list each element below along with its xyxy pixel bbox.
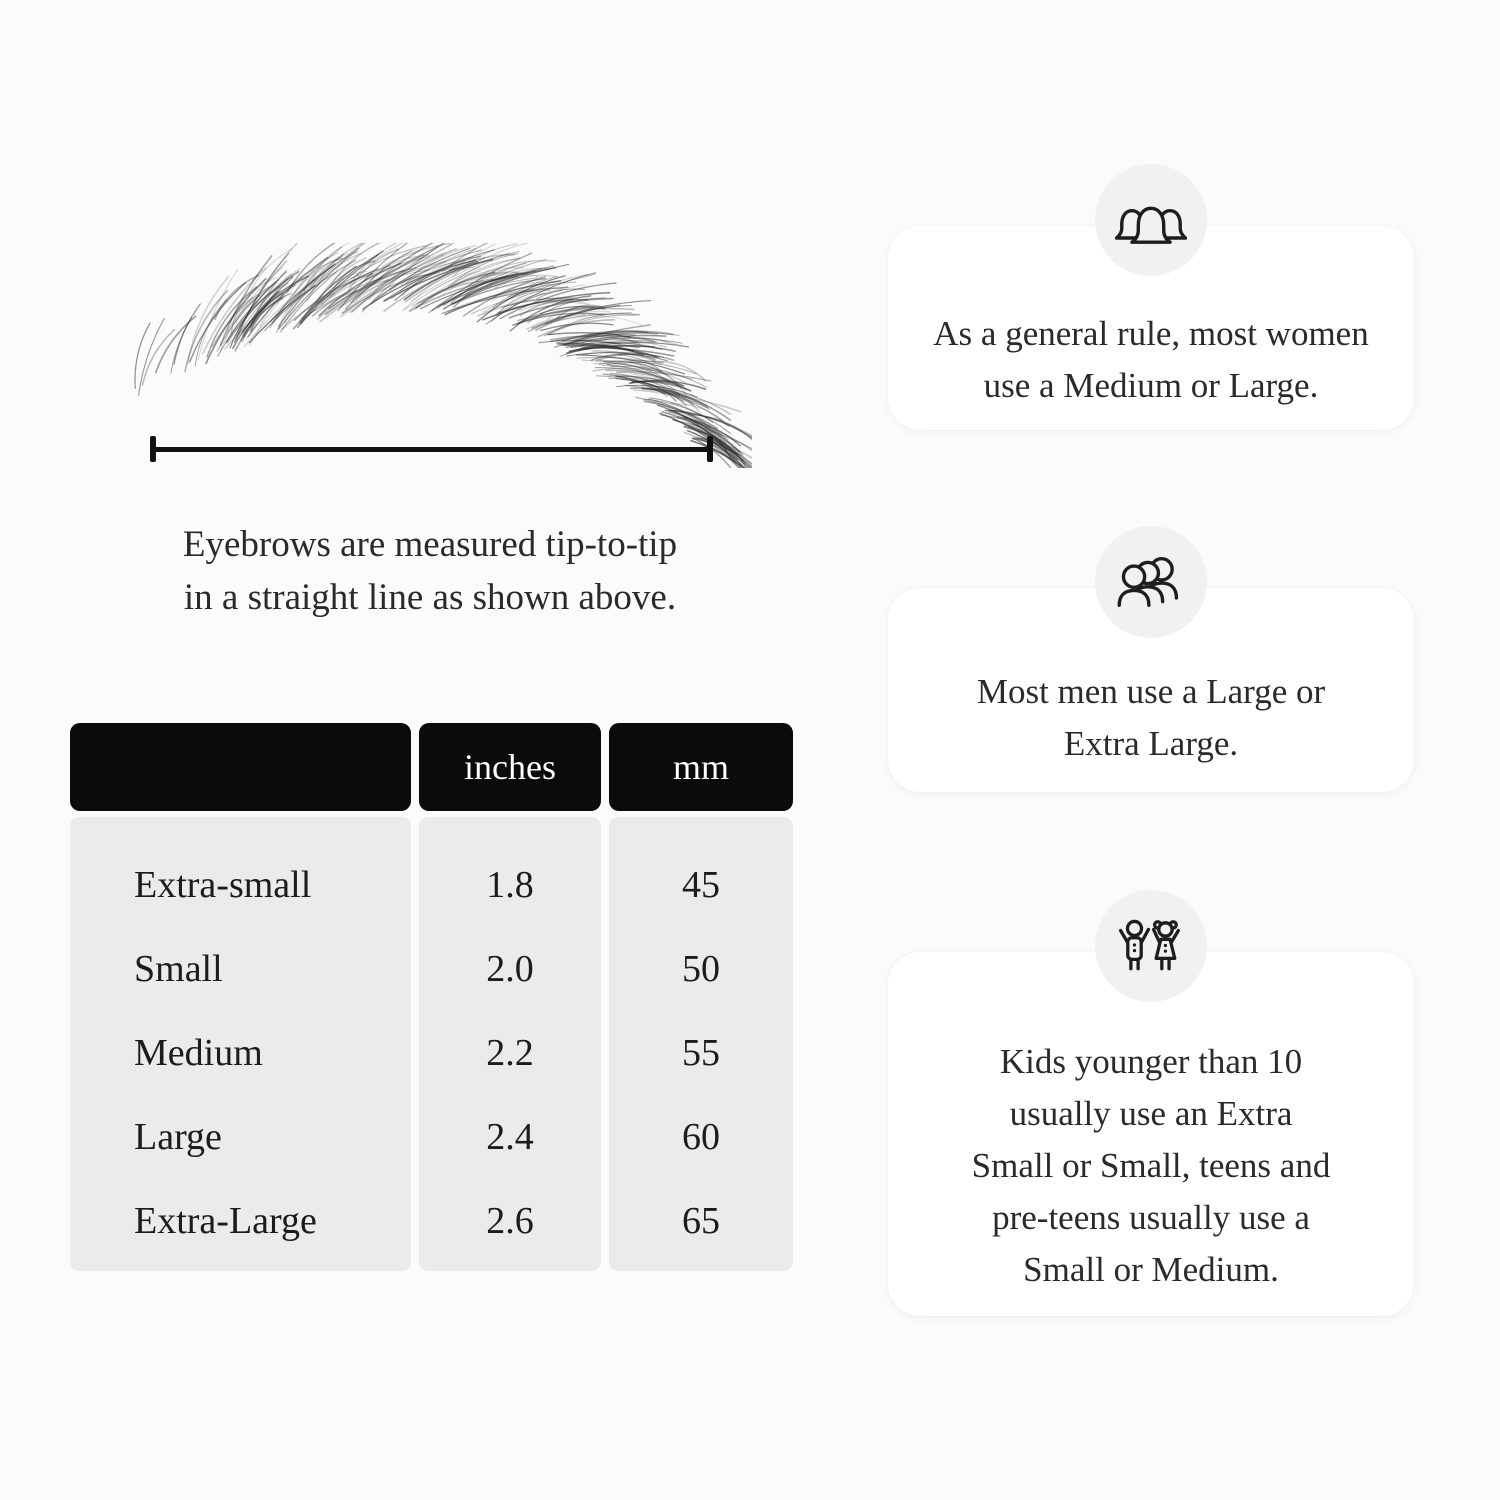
card-text-line: Extra Large. [1063, 724, 1239, 763]
size-table-header-mm: mm [609, 723, 793, 811]
size-table-header [70, 723, 793, 811]
measurement-line [150, 436, 713, 462]
table-cell: 60 [682, 1116, 720, 1158]
eyebrow-sketch-svg [112, 243, 752, 468]
measurement-right-tick [707, 436, 713, 462]
card-text-line: Most men use a Large or [976, 672, 1326, 711]
table-cell: 45 [682, 864, 720, 906]
kids-icon [1095, 890, 1207, 1002]
size-table-header-inches: inches [419, 723, 601, 811]
eyebrow-illustration [112, 243, 752, 468]
table-cell: 55 [682, 1032, 720, 1074]
caption-line-2: in a straight line as shown above. [183, 577, 677, 618]
info-card-women [888, 226, 1414, 430]
card-text-line: use a Medium or Large. [983, 366, 1319, 405]
men-group-icon [1095, 526, 1207, 638]
table-cell: 50 [682, 948, 720, 990]
card-text-line: Small or Small, teens and [971, 1146, 1331, 1185]
size-table [70, 723, 793, 1271]
card-text-line: usually use an Extra [1009, 1094, 1293, 1133]
table-cell: Small [134, 948, 223, 990]
men-group-glyph [1115, 554, 1187, 610]
caption-line-1: Eyebrows are measured tip-to-tip [182, 524, 678, 565]
mm-column [609, 817, 793, 1271]
women-group-glyph [1115, 192, 1187, 248]
inches-column [419, 817, 601, 1271]
card-text-line: pre-teens usually use a [992, 1198, 1310, 1237]
measurement-bar [155, 447, 708, 452]
table-cell: Medium [134, 1032, 263, 1074]
table-cell: 2.2 [486, 1032, 534, 1074]
card-text-line: As a general rule, most women [933, 314, 1369, 353]
info-card-kids [888, 952, 1414, 1316]
kids-glyph [1118, 916, 1184, 976]
table-cell: 65 [682, 1200, 720, 1242]
size-column-labels [70, 817, 411, 1271]
card-text-line: Kids younger than 10 [999, 1042, 1303, 1081]
kids-card-text [888, 952, 1414, 1296]
table-cell: 2.4 [486, 1116, 534, 1158]
table-cell: 2.6 [486, 1200, 534, 1242]
table-cell: Extra-Large [134, 1200, 317, 1242]
info-card-men [888, 588, 1414, 792]
table-cell: 1.8 [486, 864, 534, 906]
card-text-line: Small or Medium. [1023, 1250, 1279, 1289]
table-cell: 2.0 [486, 948, 534, 990]
women-group-icon [1095, 164, 1207, 276]
size-table-header-size [70, 723, 411, 811]
table-cell: Extra-small [134, 864, 312, 906]
table-cell: Large [134, 1116, 222, 1158]
size-table-body [70, 817, 793, 1271]
measurement-caption [95, 518, 765, 624]
